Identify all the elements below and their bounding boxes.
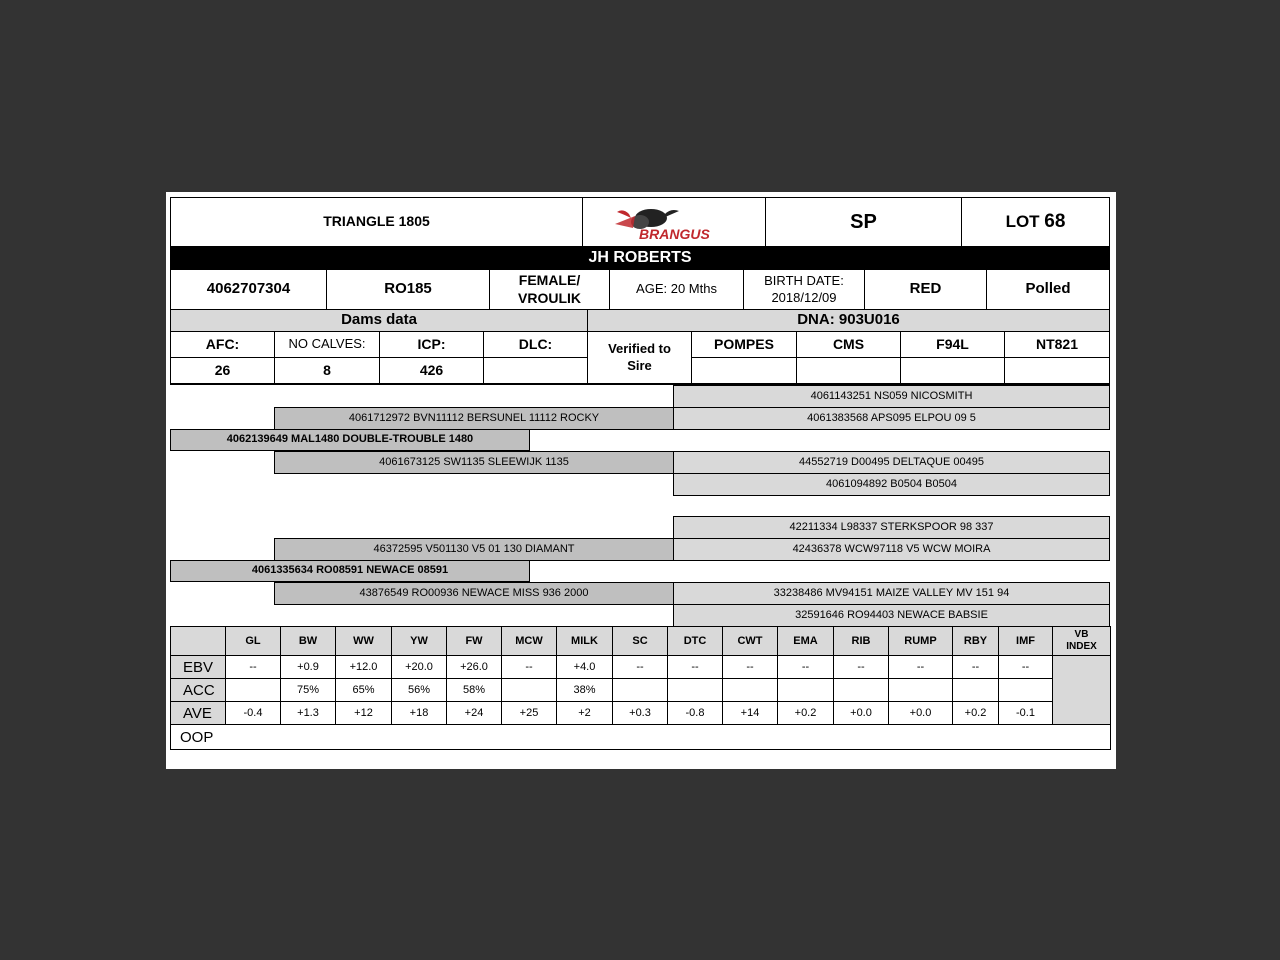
verified-line2: Sire xyxy=(627,357,652,373)
pedigree-dds: 33238486 MV94151 MAIZE VALLEY MV 151 94 xyxy=(673,582,1110,605)
pedigree-ssd: 4061383568 APS095 ELPOU 09 5 xyxy=(673,407,1110,430)
row-label: EBV xyxy=(171,656,226,679)
trait-header: MILK xyxy=(557,627,613,656)
acc-cell: 56% xyxy=(392,679,447,702)
sex-line2: VROULIK xyxy=(518,289,581,306)
ave-cell: +18 xyxy=(392,702,447,725)
lot-label: LOT xyxy=(1005,212,1040,232)
acc-cell xyxy=(778,679,834,702)
ebv-table xyxy=(170,626,1111,750)
acc-cell xyxy=(953,679,999,702)
pedigree-sds: 44552719 D00495 DELTAQUE 00495 xyxy=(673,451,1110,474)
breeder-bar: JH ROBERTS xyxy=(170,246,1110,270)
afc-label: AFC: xyxy=(170,331,275,358)
row-label: AVE xyxy=(171,702,226,725)
ebv-cell: -- xyxy=(889,656,953,679)
logo-text: BRANGUS xyxy=(639,226,710,242)
brangus-logo xyxy=(582,197,766,247)
ebv-cell: +26.0 xyxy=(447,656,502,679)
trait-header: DTC xyxy=(668,627,723,656)
pedigree-sdd: 4061094892 B0504 B0504 xyxy=(673,473,1110,496)
ebv-cell: -- xyxy=(723,656,778,679)
birth-date-cell xyxy=(743,269,865,310)
trait-header: BW xyxy=(281,627,336,656)
ebv-cell: +0.9 xyxy=(281,656,336,679)
acc-cell xyxy=(999,679,1053,702)
trait-header: WW xyxy=(336,627,392,656)
ave-cell: +1.3 xyxy=(281,702,336,725)
ave-cell: +0.0 xyxy=(889,702,953,725)
dna-result-2 xyxy=(796,357,901,384)
pedigree-sss: 4061143251 NS059 NICOSMITH xyxy=(673,385,1110,408)
sex-line1: FEMALE/ xyxy=(518,272,581,288)
ave-cell: +0.2 xyxy=(778,702,834,725)
age: AGE: 20 Mths xyxy=(609,269,744,310)
birth-date-label: BIRTH DATE: xyxy=(764,273,844,289)
ave-cell: -0.4 xyxy=(226,702,281,725)
ebv-cell: +4.0 xyxy=(557,656,613,679)
trait-header: EMA xyxy=(778,627,834,656)
trait-header: GL xyxy=(226,627,281,656)
lot-number: 68 xyxy=(1044,211,1066,233)
pedigree-dsd: 42436378 WCW97118 V5 WCW MOIRA xyxy=(673,538,1110,561)
pedigree-dam: 4061335634 RO08591 NEWACE 08591 xyxy=(170,560,530,582)
verified-cell xyxy=(587,331,692,384)
vb-line2: INDEX xyxy=(1066,641,1097,652)
acc-cell: 75% xyxy=(281,679,336,702)
trait-header: YW xyxy=(392,627,447,656)
dna-test-1: POMPES xyxy=(691,331,797,358)
color: RED xyxy=(864,269,987,310)
acc-cell xyxy=(834,679,889,702)
vb-line1: VB xyxy=(1074,629,1089,640)
trait-header: RBY xyxy=(953,627,999,656)
animal-name: TRIANGLE 1805 xyxy=(170,197,583,247)
acc-cell xyxy=(613,679,668,702)
dams-title: Dams data xyxy=(170,309,588,332)
ebv-cell: +12.0 xyxy=(336,656,392,679)
ebv-cell: -- xyxy=(502,656,557,679)
trait-header: MCW xyxy=(502,627,557,656)
ebv-row xyxy=(171,656,1111,679)
vb-index-header xyxy=(1053,627,1111,656)
acc-cell xyxy=(502,679,557,702)
acc-cell: 58% xyxy=(447,679,502,702)
dna-title: DNA: 903U016 xyxy=(587,309,1110,332)
acc-cell xyxy=(889,679,953,702)
ave-cell: +12 xyxy=(336,702,392,725)
ave-cell: +0.2 xyxy=(953,702,999,725)
ave-cell: +0.0 xyxy=(834,702,889,725)
ave-cell: -0.8 xyxy=(668,702,723,725)
acc-cell xyxy=(226,679,281,702)
ave-cell: +24 xyxy=(447,702,502,725)
calves-value: 8 xyxy=(274,357,380,384)
ave-cell: +25 xyxy=(502,702,557,725)
pedigree-dss: 42211334 L98337 STERKSPOOR 98 337 xyxy=(673,516,1110,539)
ave-row xyxy=(171,702,1111,725)
dna-result-3 xyxy=(900,357,1005,384)
lot-cell xyxy=(961,197,1110,247)
dna-test-3: F94L xyxy=(900,331,1005,358)
ebv-cell: -- xyxy=(778,656,834,679)
ave-cell: +14 xyxy=(723,702,778,725)
animal-id: 4062707304 xyxy=(170,269,327,310)
acc-row xyxy=(171,679,1111,702)
trait-header: RIB xyxy=(834,627,889,656)
ave-cell: +0.3 xyxy=(613,702,668,725)
sex-cell xyxy=(489,269,610,310)
trait-header: IMF xyxy=(999,627,1053,656)
trait-header: SC xyxy=(613,627,668,656)
afc-value: 26 xyxy=(170,357,275,384)
oop-row xyxy=(171,725,1111,750)
icp-value: 426 xyxy=(379,357,484,384)
ebv-cell: -- xyxy=(834,656,889,679)
vb-index-value xyxy=(1053,656,1111,725)
ebv-cell: -- xyxy=(953,656,999,679)
ebv-cell: +20.0 xyxy=(392,656,447,679)
acc-cell: 65% xyxy=(336,679,392,702)
animal-card xyxy=(166,192,1116,769)
acc-cell xyxy=(723,679,778,702)
ebv-corner xyxy=(171,627,226,656)
ave-cell: +2 xyxy=(557,702,613,725)
trait-header: CWT xyxy=(723,627,778,656)
pedigree-dd: 43876549 RO00936 NEWACE MISS 936 2000 xyxy=(274,582,674,605)
row-label: ACC xyxy=(171,679,226,702)
pedigree-ss: 4061712972 BVN11112 BERSUNEL 11112 ROCKY xyxy=(274,407,674,430)
dlc-value xyxy=(483,357,588,384)
verified-line1: Verified to xyxy=(608,341,671,357)
ave-cell: -0.1 xyxy=(999,702,1053,725)
ebv-cell: -- xyxy=(613,656,668,679)
ebv-header-row xyxy=(171,627,1111,656)
birth-date: 2018/12/09 xyxy=(771,289,837,305)
pedigree-sd: 4061673125 SW1135 SLEEWIJK 1135 xyxy=(274,451,674,474)
dna-test-2: CMS xyxy=(796,331,901,358)
ebv-cell: -- xyxy=(226,656,281,679)
ebv-cell: -- xyxy=(999,656,1053,679)
icp-label: ICP: xyxy=(379,331,484,358)
trait-header: RUMP xyxy=(889,627,953,656)
dna-test-4: NT821 xyxy=(1004,331,1110,358)
pedigree-ddd: 32591646 RO94403 NEWACE BABSIE xyxy=(673,604,1110,627)
bull-head-icon xyxy=(609,202,739,242)
ebv-cell: -- xyxy=(668,656,723,679)
dna-result-4 xyxy=(1004,357,1110,384)
horn-status: Polled xyxy=(986,269,1110,310)
tattoo: RO185 xyxy=(326,269,490,310)
oop-label: OOP xyxy=(171,725,1111,750)
grade-code: SP xyxy=(765,197,962,247)
pedigree-sire: 4062139649 MAL1480 DOUBLE-TROUBLE 1480 xyxy=(170,429,530,451)
trait-header: FW xyxy=(447,627,502,656)
acc-cell xyxy=(668,679,723,702)
calves-label: NO CALVES: xyxy=(274,331,380,358)
acc-cell: 38% xyxy=(557,679,613,702)
dna-result-1 xyxy=(691,357,797,384)
dlc-label: DLC: xyxy=(483,331,588,358)
pedigree-ds: 46372595 V501130 V5 01 130 DIAMANT xyxy=(274,538,674,561)
